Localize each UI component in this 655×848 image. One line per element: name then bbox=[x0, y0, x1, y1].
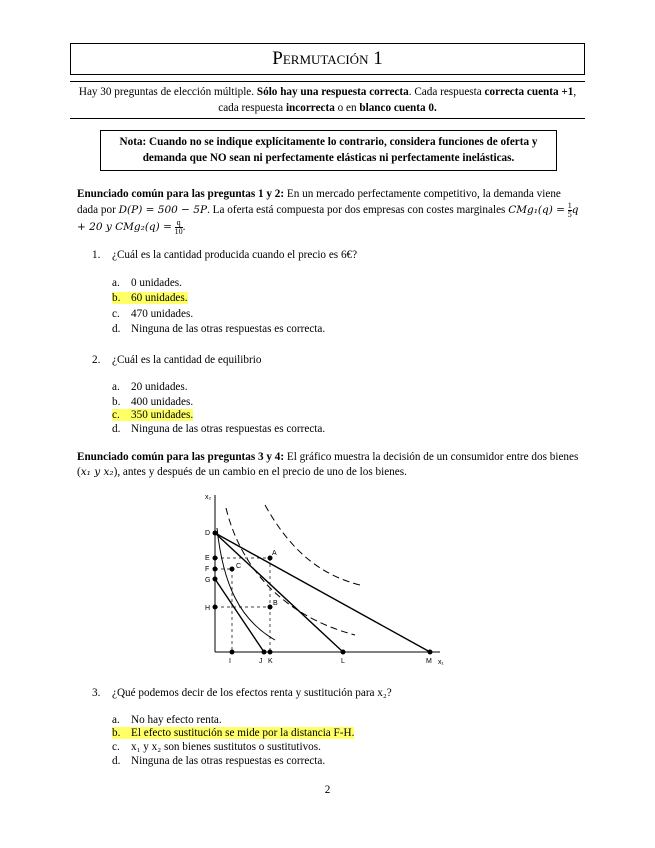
label-H: H bbox=[205, 605, 211, 612]
y-axis-label: x₂ bbox=[205, 494, 212, 501]
statement-1-2: Enunciado común para las preguntas 1 y 2: En un mercado perfectamente competitivo, la demanda viene dada por D(P) = 500 − 5P. La oferta está compuesta por dos empresas con costes marginales CMg₁(q) = $\frac{1}{5}$ q + 20 y CMg₂(q) = $\frac{q}{10}$ . bbox=[77, 188, 579, 236]
point-F bbox=[213, 567, 218, 572]
divider bbox=[70, 81, 585, 82]
budget-line-GJ bbox=[215, 579, 264, 652]
note-box: Nota: Cuando no se indique explícitamente lo contrario, considera funciones de oferta y demanda que NO sean ni perfectamente elásticas ni perfectamente inelásticas. bbox=[100, 130, 557, 171]
option-2d[interactable]: d. Ninguna de las otras respuestas es correcta. bbox=[112, 423, 326, 435]
consumer-choice-graph bbox=[195, 490, 455, 670]
label-D: D bbox=[205, 530, 211, 537]
label-K: K bbox=[268, 658, 273, 665]
label-E: E bbox=[205, 555, 210, 562]
label-J: J bbox=[259, 658, 263, 665]
label-I: I bbox=[229, 658, 231, 665]
point-K bbox=[268, 650, 273, 655]
indifference-curve-middle bbox=[226, 508, 355, 635]
option-3c[interactable]: c. x₁ y x₂ son bienes sustitutos o sustitutivos. bbox=[112, 741, 321, 753]
budget-line-DM bbox=[215, 533, 430, 652]
divider bbox=[70, 118, 585, 119]
option-1c[interactable]: c. 470 unidades. bbox=[112, 308, 194, 320]
option-2b[interactable]: b. 400 unidades. bbox=[112, 396, 194, 408]
option-2c[interactable]: c. 350 unidades. bbox=[112, 409, 194, 421]
page-number: 2 bbox=[324, 784, 331, 796]
label-C: C bbox=[236, 563, 242, 570]
indifference-curve-inner bbox=[217, 528, 275, 640]
point-B bbox=[268, 605, 273, 610]
point-I bbox=[230, 650, 235, 655]
indifference-curve-outer bbox=[265, 505, 360, 585]
point-G bbox=[213, 577, 218, 582]
statement-3-4: Enunciado común para las preguntas 3 y 4: El gráfico muestra la decisión de un consumidor entre dos bienes (x₁ y x₂), antes y después de un cambio en el precio de uno de los bienes. bbox=[77, 451, 579, 478]
point-L bbox=[341, 650, 346, 655]
point-H bbox=[213, 605, 218, 610]
point-M bbox=[428, 650, 433, 655]
option-1d[interactable]: d. Ninguna de las otras respuestas es correcta. bbox=[112, 323, 326, 335]
label-L: L bbox=[341, 658, 345, 665]
option-1a[interactable]: a. 0 unidades. bbox=[112, 277, 182, 289]
point-E bbox=[213, 556, 218, 561]
question-2: 2. ¿Cuál es la cantidad de equilibrio bbox=[92, 354, 262, 366]
label-M: M bbox=[426, 658, 432, 665]
point-D bbox=[213, 531, 218, 536]
x-axis-label: x₁ bbox=[438, 659, 444, 666]
option-3d[interactable]: d. Ninguna de las otras respuestas es correcta. bbox=[112, 755, 326, 767]
fraction-q-10: $\frac{q}{10}$ bbox=[174, 218, 183, 236]
option-2a[interactable]: a. 20 unidades. bbox=[112, 381, 188, 393]
label-G: G bbox=[205, 577, 211, 584]
point-J bbox=[262, 650, 267, 655]
fraction-1-5: $\frac{1}{5}$ bbox=[567, 201, 572, 219]
question-1: 1. ¿Cuál es la cantidad producida cuando el precio es 6€? bbox=[92, 249, 358, 261]
option-3a[interactable]: a. No hay efecto renta. bbox=[112, 714, 222, 726]
label-A: A bbox=[272, 550, 277, 557]
option-3b[interactable]: b. El efecto sustitución se mide por la distancia F-H. bbox=[112, 727, 355, 739]
intro-text: Hay 30 preguntas de elección múltiple. Sólo hay una respuesta correcta. Cada respuesta correcta cuenta +1, cada respuesta incorrecta o en blanco cuenta 0. bbox=[78, 86, 577, 114]
page-title: Permutación 1 bbox=[70, 43, 585, 75]
label-F: F bbox=[205, 566, 210, 573]
option-1b[interactable]: b. 60 unidades. bbox=[112, 292, 188, 304]
label-B: B bbox=[273, 600, 278, 607]
point-C bbox=[230, 567, 235, 572]
question-3: 3. ¿Qué podemos decir de los efectos renta y sustitución para x₂? bbox=[92, 687, 392, 699]
